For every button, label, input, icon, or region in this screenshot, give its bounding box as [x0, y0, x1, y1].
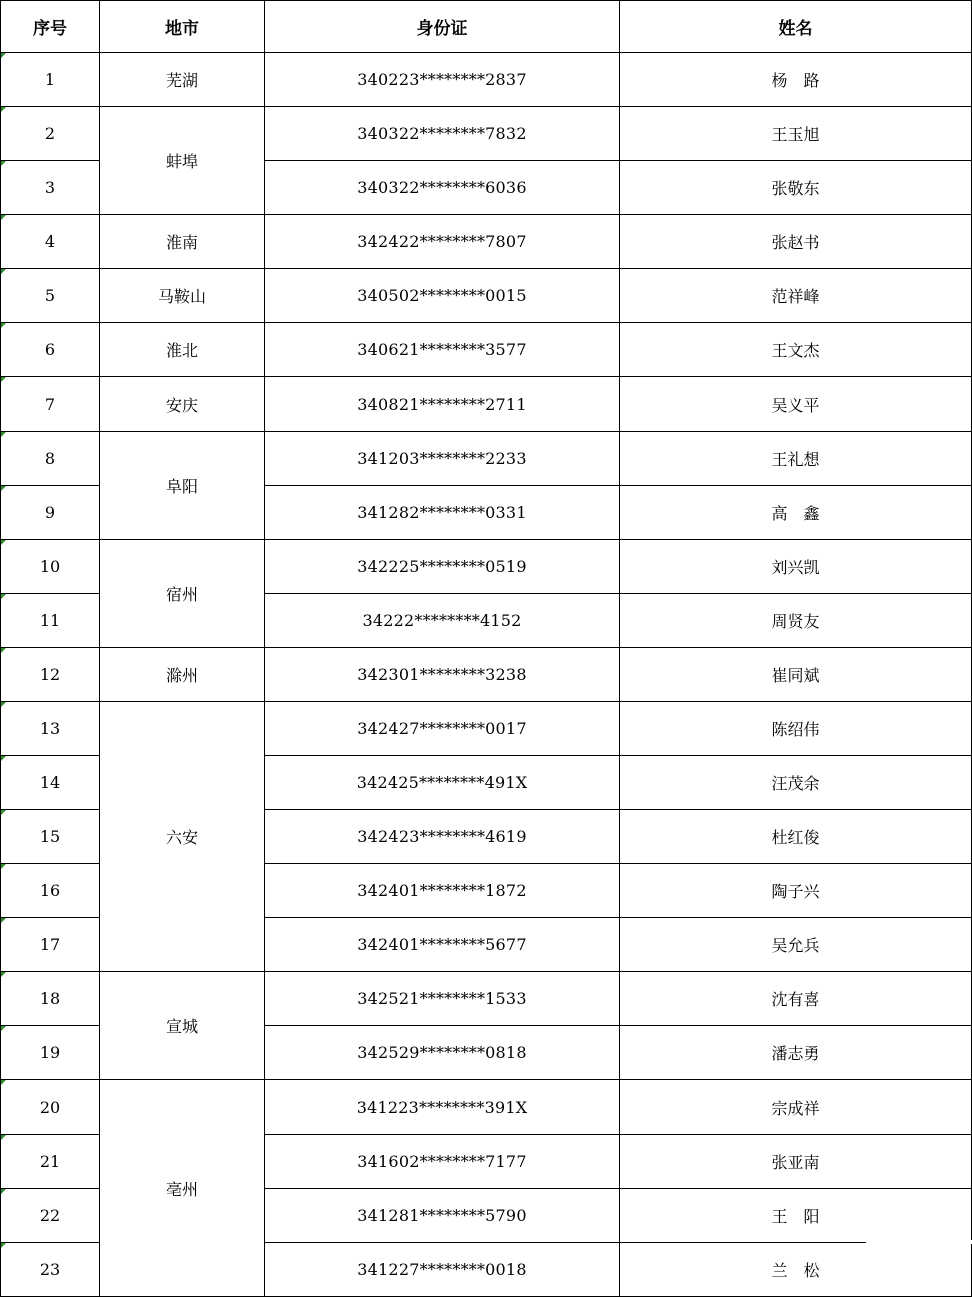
- row-name-text: 王玉旭: [771, 125, 820, 145]
- row-index: 13: [1, 701, 100, 755]
- row-city: 滁州: [100, 647, 265, 701]
- row-id-card: 342423********4619: [265, 810, 620, 864]
- row-index: 4: [1, 215, 100, 269]
- row-id-card: 342425********491X: [265, 756, 620, 810]
- row-index: 23: [1, 1242, 100, 1296]
- row-city: 宣城: [100, 972, 265, 1080]
- row-index: 18: [1, 972, 100, 1026]
- table-row: [1, 972, 972, 1026]
- row-name: [620, 323, 972, 377]
- row-city: 马鞍山: [100, 269, 265, 323]
- row-id-card: 342401********5677: [265, 918, 620, 972]
- row-id-card: 342529********0818: [265, 1026, 620, 1080]
- row-index: 19: [1, 1026, 100, 1080]
- row-name: [620, 215, 972, 269]
- row-name: [620, 864, 972, 918]
- border-gap: [866, 1240, 972, 1244]
- row-name-text: 王 阳: [771, 1206, 820, 1226]
- row-name-text: 范祥峰: [771, 287, 820, 307]
- row-name: [620, 972, 972, 1026]
- row-name-text: 高 鑫: [771, 503, 820, 523]
- row-id-card: 341203********2233: [265, 431, 620, 485]
- table-header: [1, 1, 972, 53]
- row-id-card: 341223********391X: [265, 1080, 620, 1134]
- row-index: 20: [1, 1080, 100, 1134]
- row-id-card: 341227********0018: [265, 1242, 620, 1296]
- row-city: 芜湖: [100, 53, 265, 107]
- row-name-text: 兰 松: [771, 1260, 820, 1280]
- table-row: [1, 377, 972, 431]
- row-city: 淮北: [100, 323, 265, 377]
- row-id-card: 34222********4152: [265, 593, 620, 647]
- row-id-card: 340621********3577: [265, 323, 620, 377]
- row-name-text: 陶子兴: [771, 882, 820, 902]
- table-row: [1, 1080, 972, 1134]
- row-name: [620, 918, 972, 972]
- row-id-card: 340223********2837: [265, 53, 620, 107]
- row-name: [620, 485, 972, 539]
- row-name: [620, 756, 972, 810]
- row-index: 16: [1, 864, 100, 918]
- row-id-card: 341602********7177: [265, 1134, 620, 1188]
- row-id-card: 342521********1533: [265, 972, 620, 1026]
- row-name-text: 吴允兵: [771, 936, 820, 956]
- row-id-card: 342422********7807: [265, 215, 620, 269]
- row-index: 17: [1, 918, 100, 972]
- table-row: [1, 53, 972, 107]
- row-index: 1: [1, 53, 100, 107]
- row-name: [620, 107, 972, 161]
- row-name: [620, 53, 972, 107]
- row-city: 阜阳: [100, 431, 265, 539]
- row-id-card: 340502********0015: [265, 269, 620, 323]
- row-index: 3: [1, 161, 100, 215]
- row-name-text: 张敬东: [771, 179, 820, 199]
- row-name-text: 张亚南: [771, 1152, 820, 1172]
- row-index: 22: [1, 1188, 100, 1242]
- row-name-text: 杨 路: [771, 71, 820, 91]
- table-row: [1, 647, 972, 701]
- row-name: [620, 269, 972, 323]
- table-row: [1, 701, 972, 755]
- table-row: [1, 539, 972, 593]
- row-index: 12: [1, 647, 100, 701]
- row-id-card: 340821********2711: [265, 377, 620, 431]
- row-id-card: 342225********0519: [265, 539, 620, 593]
- row-id-card: 341282********0331: [265, 485, 620, 539]
- row-name: [620, 1242, 972, 1296]
- row-name-text: 崔同斌: [771, 665, 820, 685]
- row-id-card: 340322********7832: [265, 107, 620, 161]
- table-row: [1, 215, 972, 269]
- row-index: 2: [1, 107, 100, 161]
- table-row: [1, 107, 972, 161]
- row-index: 5: [1, 269, 100, 323]
- row-city: 蚌埠: [100, 107, 265, 215]
- row-city: 亳州: [100, 1080, 265, 1297]
- row-name-text: 杜红俊: [771, 828, 820, 848]
- row-id-card: 340322********6036: [265, 161, 620, 215]
- row-id-card: 342301********3238: [265, 647, 620, 701]
- row-id-card: 342401********1872: [265, 864, 620, 918]
- row-index: 9: [1, 485, 100, 539]
- table-body: [1, 53, 972, 1297]
- row-name: [620, 377, 972, 431]
- row-index: 10: [1, 539, 100, 593]
- row-name-text: 潘志勇: [771, 1044, 820, 1064]
- header-index: 序号: [1, 1, 100, 53]
- row-name: [620, 431, 972, 485]
- row-name: [620, 1134, 972, 1188]
- row-index: 6: [1, 323, 100, 377]
- row-name-text: 周贤友: [771, 611, 820, 631]
- row-id-card: 341281********5790: [265, 1188, 620, 1242]
- row-name: [620, 1188, 972, 1242]
- row-city: 淮南: [100, 215, 265, 269]
- row-name-text: 王文杰: [771, 341, 820, 361]
- row-city: 宿州: [100, 539, 265, 647]
- row-name-text: 吴义平: [771, 395, 820, 415]
- row-name-text: 沈有喜: [771, 990, 820, 1010]
- row-city: 安庆: [100, 377, 265, 431]
- header-row: [1, 1, 972, 53]
- row-index: 21: [1, 1134, 100, 1188]
- row-city: 六安: [100, 701, 265, 971]
- row-index: 7: [1, 377, 100, 431]
- row-index: 8: [1, 431, 100, 485]
- row-name: [620, 810, 972, 864]
- header-id-card: 身份证: [265, 1, 620, 53]
- row-name-text: 刘兴凯: [771, 557, 820, 577]
- row-name-text: 陈绍伟: [771, 719, 820, 739]
- row-index: 11: [1, 593, 100, 647]
- table-row: [1, 323, 972, 377]
- row-name: [620, 593, 972, 647]
- row-name: [620, 161, 972, 215]
- table-row: [1, 269, 972, 323]
- row-id-card: 342427********0017: [265, 701, 620, 755]
- row-name-text: 张赵书: [771, 233, 820, 253]
- row-name: [620, 1026, 972, 1080]
- row-name-text: 王礼想: [771, 449, 820, 469]
- row-index: 15: [1, 810, 100, 864]
- row-name: [620, 539, 972, 593]
- row-name: [620, 647, 972, 701]
- row-name-text: 汪茂余: [771, 774, 820, 794]
- row-name-text: 宗成祥: [771, 1098, 820, 1118]
- header-name: 姓名: [620, 1, 972, 53]
- table-row: [1, 431, 972, 485]
- row-name: [620, 701, 972, 755]
- header-city: 地市: [100, 1, 265, 53]
- row-name: [620, 1080, 972, 1134]
- row-index: 14: [1, 756, 100, 810]
